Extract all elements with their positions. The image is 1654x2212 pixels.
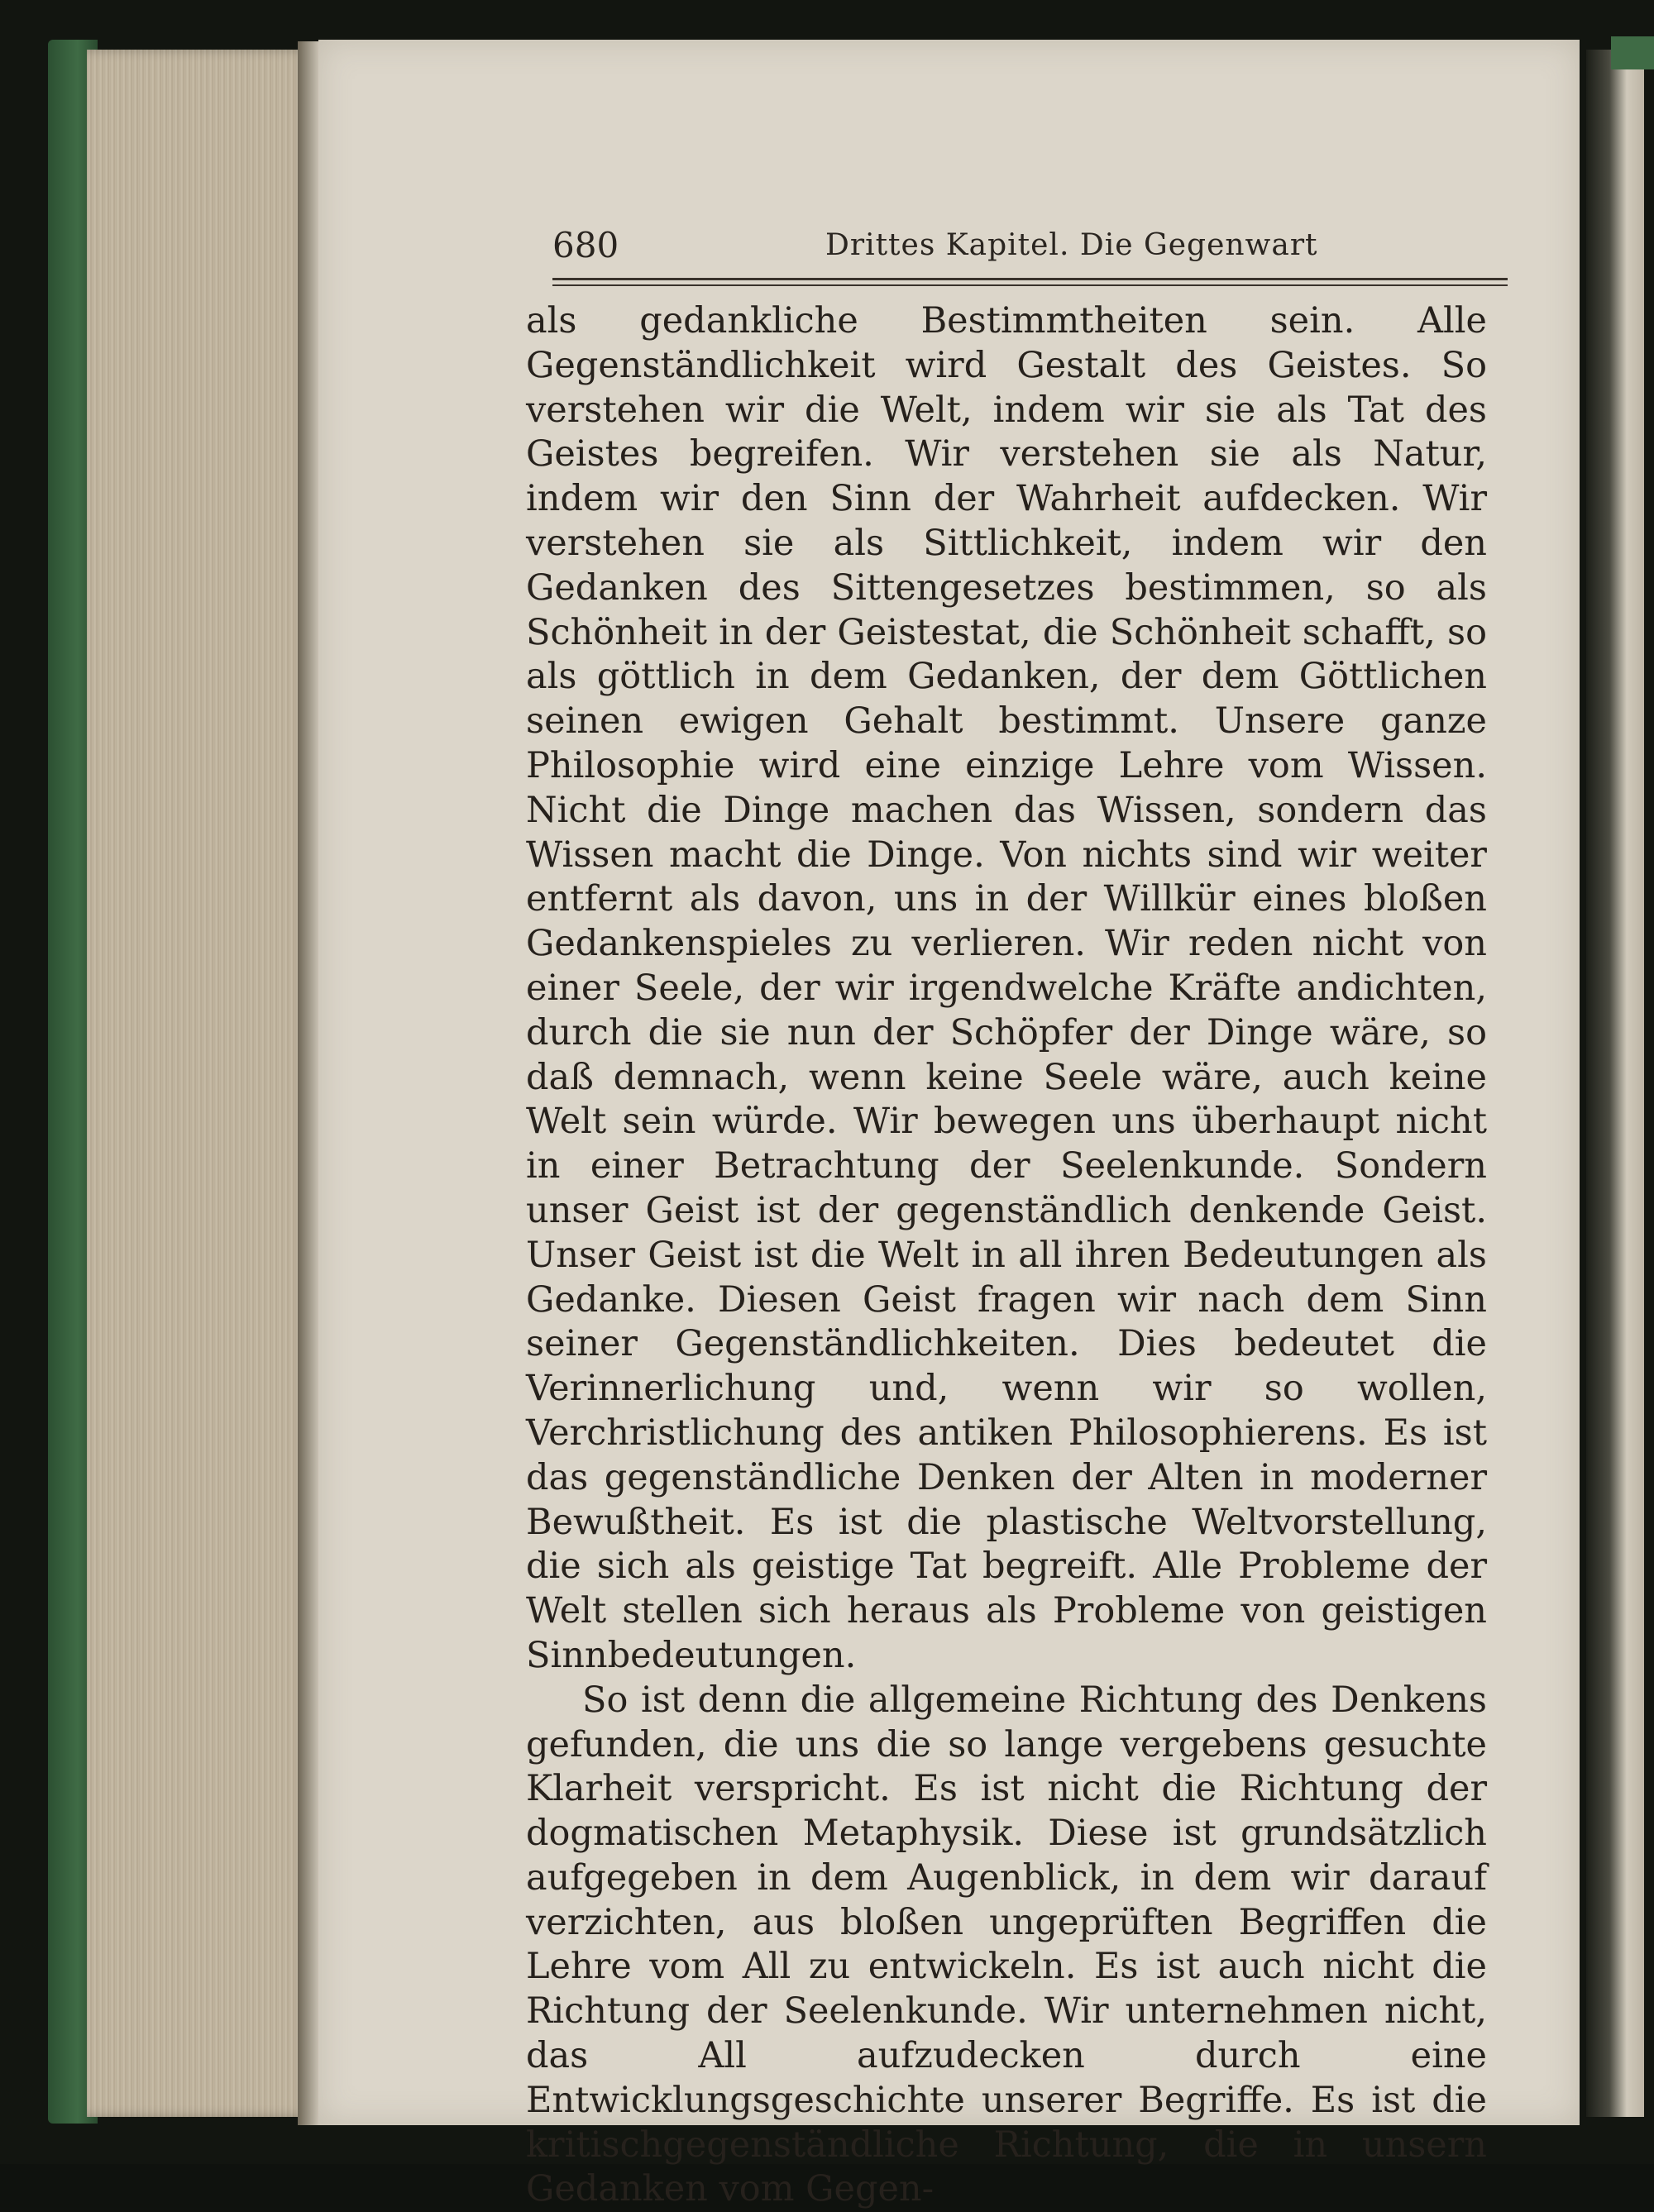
facing-page-edge [1586, 50, 1644, 2117]
paragraph: als gedankliche Bestimmtheiten sein. Alle Gegenständlichkeit wird Gestalt des Geistes. So verstehen wir die Welt, indem wir sie als Tat des Geistes begreifen. Wir verstehen sie als Natur, indem wir den Sinn der Wahrheit aufdecken. Wir verstehen sie als Sittlichkeit, indem wir den Gedanken des Sittengesetzes bestimmen, so als Schönheit in der Geistestat, die Schönheit schafft, so als göttlich in dem Gedanken, der dem Göttlichen seinen ewigen Gehalt bestimmt. Unsere ganze Philosophie wird eine einzige Lehre vom Wissen. Nicht die Dinge machen das Wissen, sondern das Wissen macht die Dinge. Von nichts sind wir weiter entfernt als davon, uns in der Willkür eines bloßen Gedankenspieles zu verlieren. Wir reden nicht von einer Seele, der wir irgendwelche Kräfte andichten, durch die sie nun der Schöpfer der Dinge wäre, so daß demnach, wenn keine Seele wäre, auch keine Welt sein würde. Wir bewegen uns überhaupt nicht in einer Betrachtung der Seelenkunde. Sondern unser Geist ist der gegenständlich denkende Geist. Unser Geist ist die Welt in all ihren Bedeutungen als Gedanke. Diesen Geist fragen wir nach dem Sinn seiner Gegenständlichkeiten. Dies bedeutet die Verinnerlichung und, wenn wir so wollen, Verchristlichung des antiken Philosophierens. Es ist das gegenständliche Denken der Alten in moderner Bewußtheit. Es ist die plastische Weltvorstellung, die sich als geistige Tat begreift. Alle Probleme der Welt stellen sich heraus als Probleme von geistigen Sinnbedeutungen. [526, 300, 1487, 1676]
paragraph: So ist denn die allgemeine Richtung des Denkens gefunden, die uns die so lange vergebens gesuchte Klarheit verspricht. Es ist nicht die Richtung der dogmatischen Metaphysik. Diese ist grundsätzlich aufgegeben in dem Augenblick, in dem wir darauf verzichten, aus bloßen ungeprüften Begriffen die Lehre vom All zu entwickeln. Es ist auch nicht die Richtung der Seelenkunde. Wir unternehmen nicht, das All aufzudecken durch eine Entwicklungsgeschichte unserer Begriffe. Es ist die kritischgegenständliche Richtung, die in unsern Gedanken vom Gegen- [526, 1679, 1487, 2210]
header-rule [552, 278, 1508, 280]
book-cover-right [1611, 36, 1654, 69]
page-header [552, 225, 1508, 275]
page-number: 680 [552, 225, 619, 265]
header-rule-secondary [552, 284, 1508, 286]
running-head: Drittes Kapitel. Die Gegenwart [825, 228, 1318, 262]
body-text [526, 299, 1487, 2212]
page-edges [87, 50, 310, 2117]
